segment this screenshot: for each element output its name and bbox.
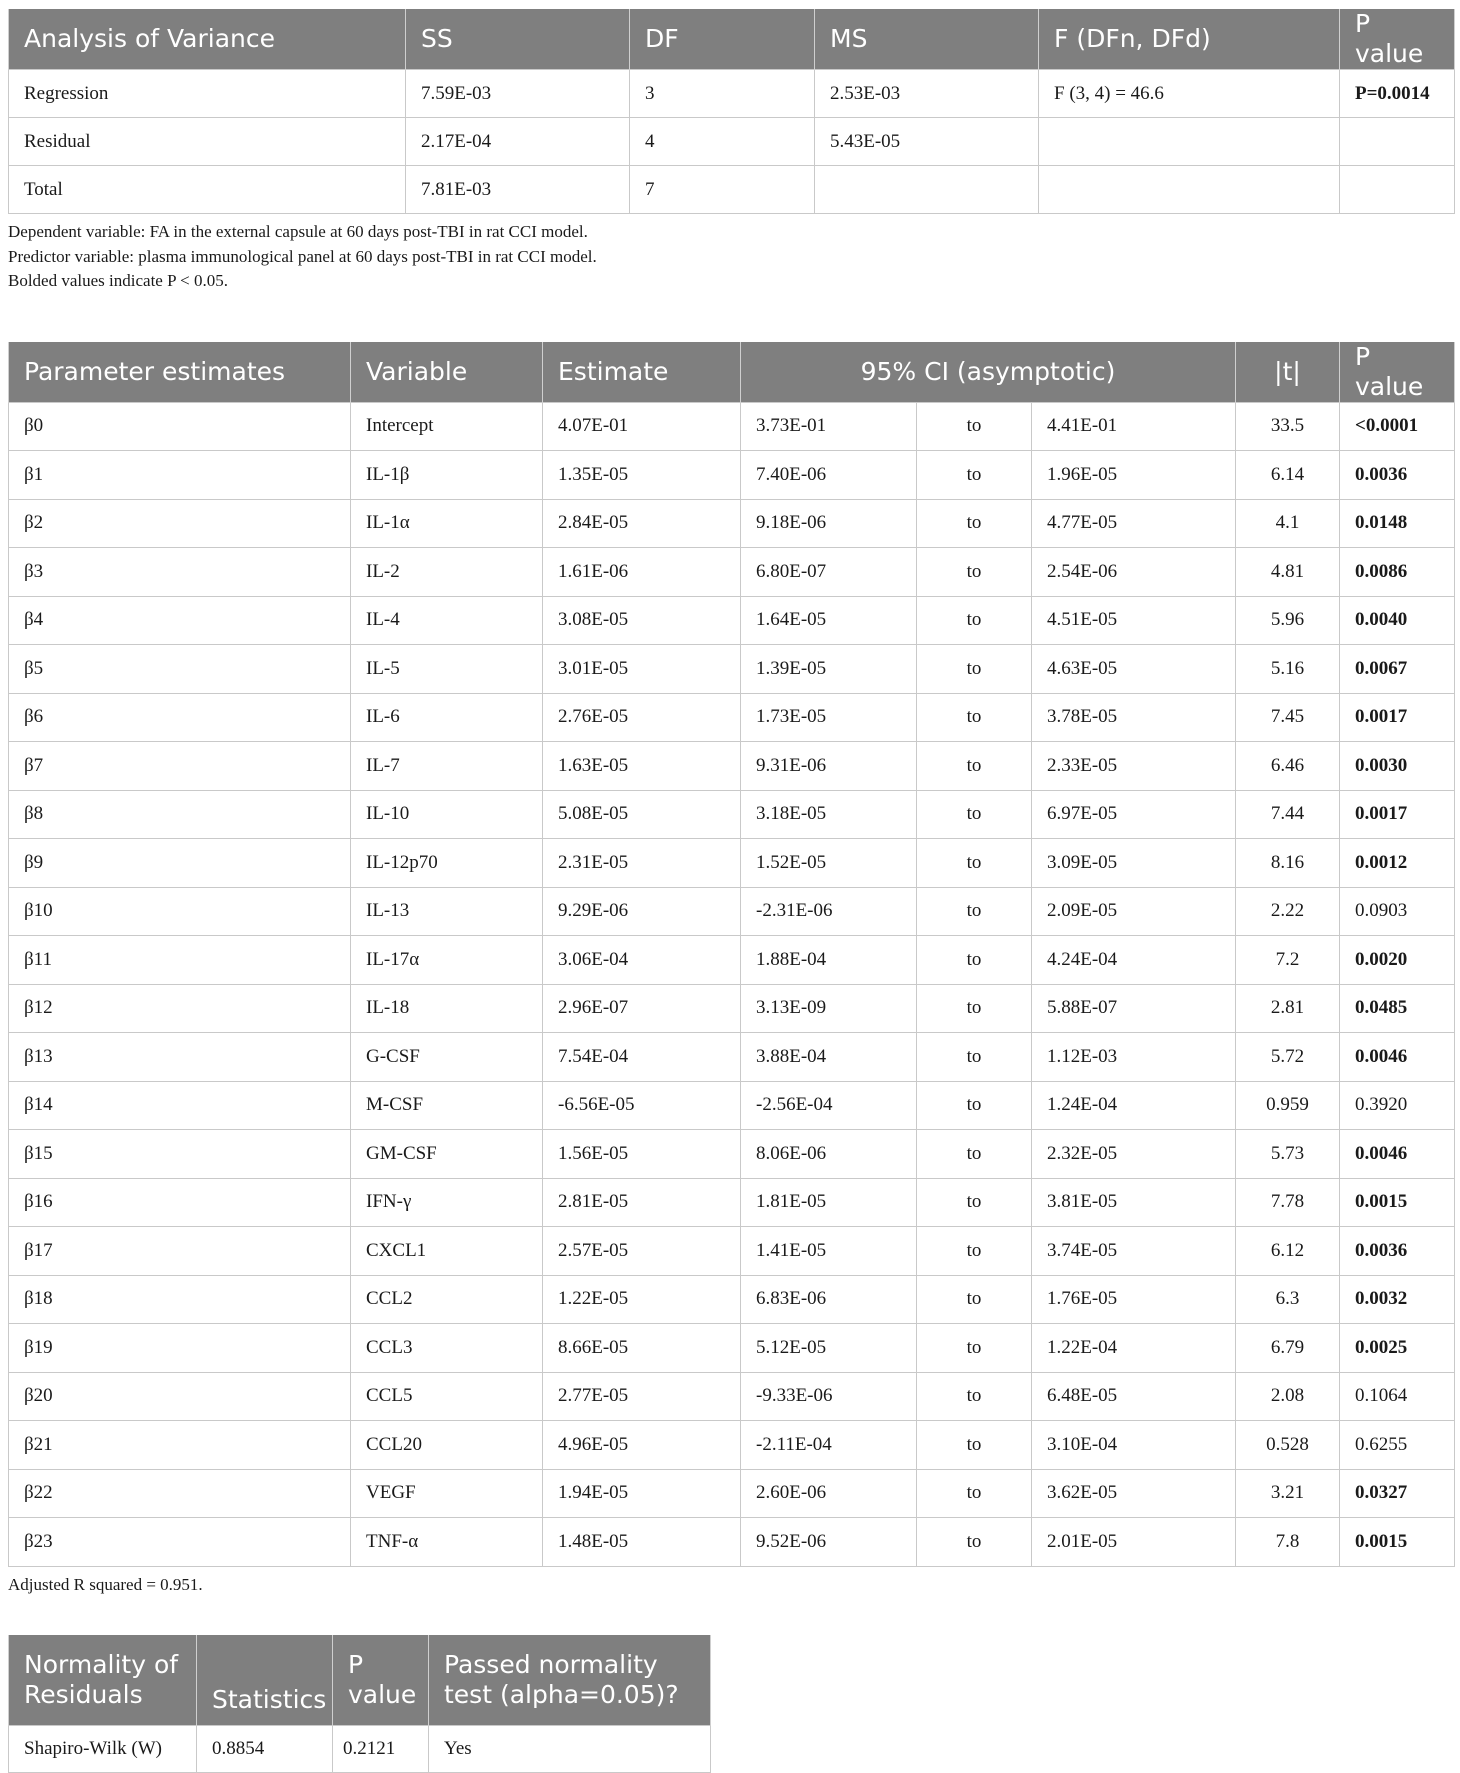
param-ci-low: 6.83E-06 <box>741 1275 917 1324</box>
param-p: 0.0046 <box>1340 1033 1455 1082</box>
param-estimate: 2.96E-07 <box>543 984 741 1033</box>
param-t: 7.45 <box>1236 693 1340 742</box>
anova-p: P=0.0014 <box>1340 70 1455 118</box>
param-ci-to: to <box>917 402 1032 451</box>
param-t: 6.79 <box>1236 1324 1340 1373</box>
params-row <box>9 984 1455 1033</box>
param-ci-to: to <box>917 1469 1032 1518</box>
params-row <box>9 936 1455 985</box>
params-header-param: Parameter estimates <box>9 342 351 403</box>
param-p: 0.0485 <box>1340 984 1455 1033</box>
param-ci-to: to <box>917 1227 1032 1276</box>
param-ci-low: -9.33E-06 <box>741 1372 917 1421</box>
params-header-estimate: Estimate <box>543 342 741 403</box>
param-estimate: 2.81E-05 <box>543 1178 741 1227</box>
param-name: β14 <box>9 1081 351 1130</box>
params-row <box>9 887 1455 936</box>
param-ci-to: to <box>917 1178 1032 1227</box>
param-ci-high: 4.24E-04 <box>1032 936 1236 985</box>
param-name: β16 <box>9 1178 351 1227</box>
param-t: 2.08 <box>1236 1372 1340 1421</box>
param-estimate: 4.07E-01 <box>543 402 741 451</box>
param-name: β8 <box>9 790 351 839</box>
param-ci-high: 6.97E-05 <box>1032 790 1236 839</box>
anova-header-source: Analysis of Variance <box>9 9 406 70</box>
param-t: 4.81 <box>1236 548 1340 597</box>
anova-ms: 5.43E-05 <box>815 118 1039 166</box>
param-ci-to: to <box>917 1518 1032 1567</box>
param-ci-to: to <box>917 596 1032 645</box>
param-name: β19 <box>9 1324 351 1373</box>
normality-header-passed: Passed normality test (alpha=0.05)? <box>429 1635 711 1726</box>
param-variable: CXCL1 <box>351 1227 543 1276</box>
param-t: 0.528 <box>1236 1421 1340 1470</box>
param-p: 0.0015 <box>1340 1178 1455 1227</box>
params-row <box>9 1324 1455 1373</box>
anova-p <box>1340 118 1455 166</box>
normality-header-stat: Statistics <box>197 1635 333 1726</box>
param-ci-high: 2.32E-05 <box>1032 1130 1236 1179</box>
adjusted-r-squared-note: Adjusted R squared = 0.951. <box>8 1574 203 1594</box>
param-p: 0.1064 <box>1340 1372 1455 1421</box>
param-name: β22 <box>9 1469 351 1518</box>
params-row <box>9 1518 1455 1567</box>
param-ci-high: 2.54E-06 <box>1032 548 1236 597</box>
param-ci-to: to <box>917 936 1032 985</box>
param-p: 0.0086 <box>1340 548 1455 597</box>
params-row <box>9 451 1455 500</box>
param-estimate: 2.77E-05 <box>543 1372 741 1421</box>
param-estimate: 2.84E-05 <box>543 499 741 548</box>
param-ci-low: 1.39E-05 <box>741 645 917 694</box>
param-ci-to: to <box>917 548 1032 597</box>
param-name: β3 <box>9 548 351 597</box>
params-row <box>9 1275 1455 1324</box>
params-row <box>9 499 1455 548</box>
param-estimate: 1.22E-05 <box>543 1275 741 1324</box>
param-ci-to: to <box>917 984 1032 1033</box>
anova-ms <box>815 166 1039 214</box>
param-estimate: 2.31E-05 <box>543 839 741 888</box>
param-t: 6.14 <box>1236 451 1340 500</box>
param-variable: IL-1β <box>351 451 543 500</box>
param-name: β18 <box>9 1275 351 1324</box>
normality-header-row <box>9 1635 711 1726</box>
param-estimate: 5.08E-05 <box>543 790 741 839</box>
param-ci-high: 3.78E-05 <box>1032 693 1236 742</box>
param-ci-to: to <box>917 887 1032 936</box>
anova-row <box>9 118 1455 166</box>
param-variable: IL-10 <box>351 790 543 839</box>
anova-ss: 2.17E-04 <box>406 118 630 166</box>
param-ci-low: 9.31E-06 <box>741 742 917 791</box>
param-variable: IL-7 <box>351 742 543 791</box>
param-ci-high: 1.76E-05 <box>1032 1275 1236 1324</box>
param-ci-low: 6.80E-07 <box>741 548 917 597</box>
param-ci-to: to <box>917 451 1032 500</box>
param-ci-to: to <box>917 1324 1032 1373</box>
param-ci-high: 1.96E-05 <box>1032 451 1236 500</box>
param-t: 5.73 <box>1236 1130 1340 1179</box>
param-variable: M-CSF <box>351 1081 543 1130</box>
param-p: 0.0046 <box>1340 1130 1455 1179</box>
params-row <box>9 693 1455 742</box>
anova-note: Predictor variable: plasma immunological panel at 60 days post-TBI in rat CCI model. <box>8 246 597 266</box>
param-t: 33.5 <box>1236 402 1340 451</box>
param-name: β15 <box>9 1130 351 1179</box>
params-row <box>9 1033 1455 1082</box>
param-p: 0.3920 <box>1340 1081 1455 1130</box>
param-p: 0.0015 <box>1340 1518 1455 1567</box>
param-p: 0.0017 <box>1340 790 1455 839</box>
param-ci-low: 9.52E-06 <box>741 1518 917 1567</box>
anova-p <box>1340 166 1455 214</box>
param-estimate: 1.61E-06 <box>543 548 741 597</box>
param-ci-low: 3.13E-09 <box>741 984 917 1033</box>
params-row <box>9 790 1455 839</box>
param-estimate: 7.54E-04 <box>543 1033 741 1082</box>
param-ci-to: to <box>917 1081 1032 1130</box>
param-variable: CCL20 <box>351 1421 543 1470</box>
params-row <box>9 1130 1455 1179</box>
anova-df: 3 <box>630 70 815 118</box>
param-estimate: 1.48E-05 <box>543 1518 741 1567</box>
param-name: β11 <box>9 936 351 985</box>
normality-row <box>9 1725 711 1772</box>
param-ci-high: 3.10E-04 <box>1032 1421 1236 1470</box>
param-t: 6.12 <box>1236 1227 1340 1276</box>
anova-header-ms: MS <box>815 9 1039 70</box>
param-estimate: 3.06E-04 <box>543 936 741 985</box>
param-ci-high: 2.09E-05 <box>1032 887 1236 936</box>
param-p: 0.0032 <box>1340 1275 1455 1324</box>
params-row <box>9 1372 1455 1421</box>
param-p: 0.0040 <box>1340 596 1455 645</box>
param-p: 0.0036 <box>1340 451 1455 500</box>
anova-ss: 7.81E-03 <box>406 166 630 214</box>
param-t: 7.2 <box>1236 936 1340 985</box>
anova-ms: 2.53E-03 <box>815 70 1039 118</box>
param-ci-high: 5.88E-07 <box>1032 984 1236 1033</box>
anova-row <box>9 70 1455 118</box>
params-header-row <box>9 342 1455 403</box>
param-t: 7.8 <box>1236 1518 1340 1567</box>
param-variable: IL-4 <box>351 596 543 645</box>
normality-header-p: P value <box>333 1635 429 1726</box>
param-name: β0 <box>9 402 351 451</box>
param-variable: IL-1α <box>351 499 543 548</box>
param-estimate: 1.56E-05 <box>543 1130 741 1179</box>
param-p: 0.6255 <box>1340 1421 1455 1470</box>
param-ci-to: to <box>917 742 1032 791</box>
param-name: β7 <box>9 742 351 791</box>
param-ci-low: 3.88E-04 <box>741 1033 917 1082</box>
param-ci-low: 2.60E-06 <box>741 1469 917 1518</box>
param-estimate: 3.08E-05 <box>543 596 741 645</box>
param-variable: IL-17α <box>351 936 543 985</box>
param-ci-low: -2.31E-06 <box>741 887 917 936</box>
anova-df: 7 <box>630 166 815 214</box>
param-ci-to: to <box>917 645 1032 694</box>
params-row <box>9 548 1455 597</box>
param-variable: G-CSF <box>351 1033 543 1082</box>
param-ci-low: 9.18E-06 <box>741 499 917 548</box>
param-variable: IL-5 <box>351 645 543 694</box>
param-variable: IL-6 <box>351 693 543 742</box>
param-p: 0.0017 <box>1340 693 1455 742</box>
anova-header-f: F (DFn, DFd) <box>1039 9 1340 70</box>
param-variable: CCL3 <box>351 1324 543 1373</box>
param-ci-low: 8.06E-06 <box>741 1130 917 1179</box>
param-variable: GM-CSF <box>351 1130 543 1179</box>
param-ci-to: to <box>917 1130 1032 1179</box>
anova-f <box>1039 166 1340 214</box>
param-estimate: 3.01E-05 <box>543 645 741 694</box>
param-name: β21 <box>9 1421 351 1470</box>
param-estimate: 9.29E-06 <box>543 887 741 936</box>
param-name: β12 <box>9 984 351 1033</box>
anova-header-p: P value <box>1340 9 1455 70</box>
param-t: 5.16 <box>1236 645 1340 694</box>
param-ci-low: 5.12E-05 <box>741 1324 917 1373</box>
param-p: 0.0036 <box>1340 1227 1455 1276</box>
param-name: β2 <box>9 499 351 548</box>
normality-passed: Yes <box>429 1725 711 1772</box>
param-p: 0.0327 <box>1340 1469 1455 1518</box>
param-ci-high: 1.12E-03 <box>1032 1033 1236 1082</box>
document <box>8 9 1454 1773</box>
params-row <box>9 1421 1455 1470</box>
anova-header-ss: SS <box>406 9 630 70</box>
param-ci-to: to <box>917 790 1032 839</box>
param-variable: CCL5 <box>351 1372 543 1421</box>
normality-stat: 0.8854 <box>197 1725 333 1772</box>
param-variable: IFN-γ <box>351 1178 543 1227</box>
param-estimate: -6.56E-05 <box>543 1081 741 1130</box>
param-ci-to: to <box>917 1372 1032 1421</box>
param-t: 7.44 <box>1236 790 1340 839</box>
anova-notes <box>8 220 1454 294</box>
params-header-t: |t| <box>1236 342 1340 403</box>
param-estimate: 1.35E-05 <box>543 451 741 500</box>
param-name: β20 <box>9 1372 351 1421</box>
param-t: 2.22 <box>1236 887 1340 936</box>
param-estimate: 2.76E-05 <box>543 693 741 742</box>
param-t: 0.959 <box>1236 1081 1340 1130</box>
anova-table <box>8 9 1455 214</box>
param-estimate: 8.66E-05 <box>543 1324 741 1373</box>
param-ci-high: 4.41E-01 <box>1032 402 1236 451</box>
params-header-ci: 95% CI (asymptotic) <box>741 342 1236 403</box>
params-row <box>9 596 1455 645</box>
param-ci-low: 1.64E-05 <box>741 596 917 645</box>
param-ci-low: 1.41E-05 <box>741 1227 917 1276</box>
param-ci-low: 3.73E-01 <box>741 402 917 451</box>
param-name: β5 <box>9 645 351 694</box>
param-ci-to: to <box>917 839 1032 888</box>
params-row <box>9 645 1455 694</box>
params-header-variable: Variable <box>351 342 543 403</box>
param-ci-to: to <box>917 499 1032 548</box>
param-ci-high: 2.33E-05 <box>1032 742 1236 791</box>
param-ci-high: 4.77E-05 <box>1032 499 1236 548</box>
param-t: 3.21 <box>1236 1469 1340 1518</box>
normality-test: Shapiro-Wilk (W) <box>9 1725 197 1772</box>
param-ci-high: 3.81E-05 <box>1032 1178 1236 1227</box>
params-row <box>9 1469 1455 1518</box>
param-p: 0.0012 <box>1340 839 1455 888</box>
param-ci-high: 3.62E-05 <box>1032 1469 1236 1518</box>
param-name: β23 <box>9 1518 351 1567</box>
param-t: 6.46 <box>1236 742 1340 791</box>
param-ci-high: 3.74E-05 <box>1032 1227 1236 1276</box>
anova-note: Bolded values indicate P < 0.05. <box>8 271 229 290</box>
anova-header-row <box>9 9 1455 70</box>
param-ci-high: 1.24E-04 <box>1032 1081 1236 1130</box>
param-name: β17 <box>9 1227 351 1276</box>
param-t: 7.78 <box>1236 1178 1340 1227</box>
parameter-estimates-table <box>8 342 1455 1567</box>
param-t: 5.72 <box>1236 1033 1340 1082</box>
param-name: β10 <box>9 887 351 936</box>
param-ci-high: 6.48E-05 <box>1032 1372 1236 1421</box>
anova-header-df: DF <box>630 9 815 70</box>
params-row <box>9 1227 1455 1276</box>
param-ci-low: 1.81E-05 <box>741 1178 917 1227</box>
anova-df: 4 <box>630 118 815 166</box>
param-t: 2.81 <box>1236 984 1340 1033</box>
param-estimate: 4.96E-05 <box>543 1421 741 1470</box>
param-name: β1 <box>9 451 351 500</box>
param-estimate: 1.94E-05 <box>543 1469 741 1518</box>
param-ci-low: 1.52E-05 <box>741 839 917 888</box>
params-row <box>9 742 1455 791</box>
anova-source: Residual <box>9 118 406 166</box>
params-row <box>9 402 1455 451</box>
params-header-p: P value <box>1340 342 1455 403</box>
param-variable: TNF-α <box>351 1518 543 1567</box>
param-variable: IL-18 <box>351 984 543 1033</box>
param-p: 0.0067 <box>1340 645 1455 694</box>
normality-p: 0.2121 <box>333 1725 429 1772</box>
param-ci-high: 2.01E-05 <box>1032 1518 1236 1567</box>
param-ci-to: to <box>917 693 1032 742</box>
param-variable: IL-12p70 <box>351 839 543 888</box>
param-t: 8.16 <box>1236 839 1340 888</box>
param-ci-high: 1.22E-04 <box>1032 1324 1236 1373</box>
param-ci-high: 4.63E-05 <box>1032 645 1236 694</box>
param-name: β13 <box>9 1033 351 1082</box>
param-p: 0.0020 <box>1340 936 1455 985</box>
param-ci-high: 4.51E-05 <box>1032 596 1236 645</box>
anova-source: Regression <box>9 70 406 118</box>
param-variable: IL-2 <box>351 548 543 597</box>
param-ci-low: 7.40E-06 <box>741 451 917 500</box>
anova-source: Total <box>9 166 406 214</box>
param-ci-low: 1.88E-04 <box>741 936 917 985</box>
param-variable: Intercept <box>351 402 543 451</box>
normality-table <box>8 1635 711 1773</box>
anova-row <box>9 166 1455 214</box>
anova-note: Dependent variable: FA in the external capsule at 60 days post-TBI in rat CCI model. <box>8 222 588 241</box>
normality-header-test: Normality of Residuals <box>9 1635 197 1726</box>
params-row <box>9 1081 1455 1130</box>
anova-f <box>1039 118 1340 166</box>
param-name: β4 <box>9 596 351 645</box>
param-p: 0.0903 <box>1340 887 1455 936</box>
params-row <box>9 1178 1455 1227</box>
param-ci-to: to <box>917 1421 1032 1470</box>
param-p: <0.0001 <box>1340 402 1455 451</box>
param-p: 0.0030 <box>1340 742 1455 791</box>
param-ci-low: -2.56E-04 <box>741 1081 917 1130</box>
param-t: 6.3 <box>1236 1275 1340 1324</box>
param-variable: CCL2 <box>351 1275 543 1324</box>
param-ci-high: 3.09E-05 <box>1032 839 1236 888</box>
param-t: 4.1 <box>1236 499 1340 548</box>
param-name: β6 <box>9 693 351 742</box>
anova-ss: 7.59E-03 <box>406 70 630 118</box>
param-variable: IL-13 <box>351 887 543 936</box>
param-t: 5.96 <box>1236 596 1340 645</box>
param-p: 0.0148 <box>1340 499 1455 548</box>
param-ci-low: 3.18E-05 <box>741 790 917 839</box>
param-variable: VEGF <box>351 1469 543 1518</box>
param-ci-low: -2.11E-04 <box>741 1421 917 1470</box>
param-ci-to: to <box>917 1275 1032 1324</box>
param-ci-to: to <box>917 1033 1032 1082</box>
param-p: 0.0025 <box>1340 1324 1455 1373</box>
param-estimate: 1.63E-05 <box>543 742 741 791</box>
param-name: β9 <box>9 839 351 888</box>
anova-f: F (3, 4) = 46.6 <box>1039 70 1340 118</box>
param-ci-low: 1.73E-05 <box>741 693 917 742</box>
param-estimate: 2.57E-05 <box>543 1227 741 1276</box>
params-row <box>9 839 1455 888</box>
